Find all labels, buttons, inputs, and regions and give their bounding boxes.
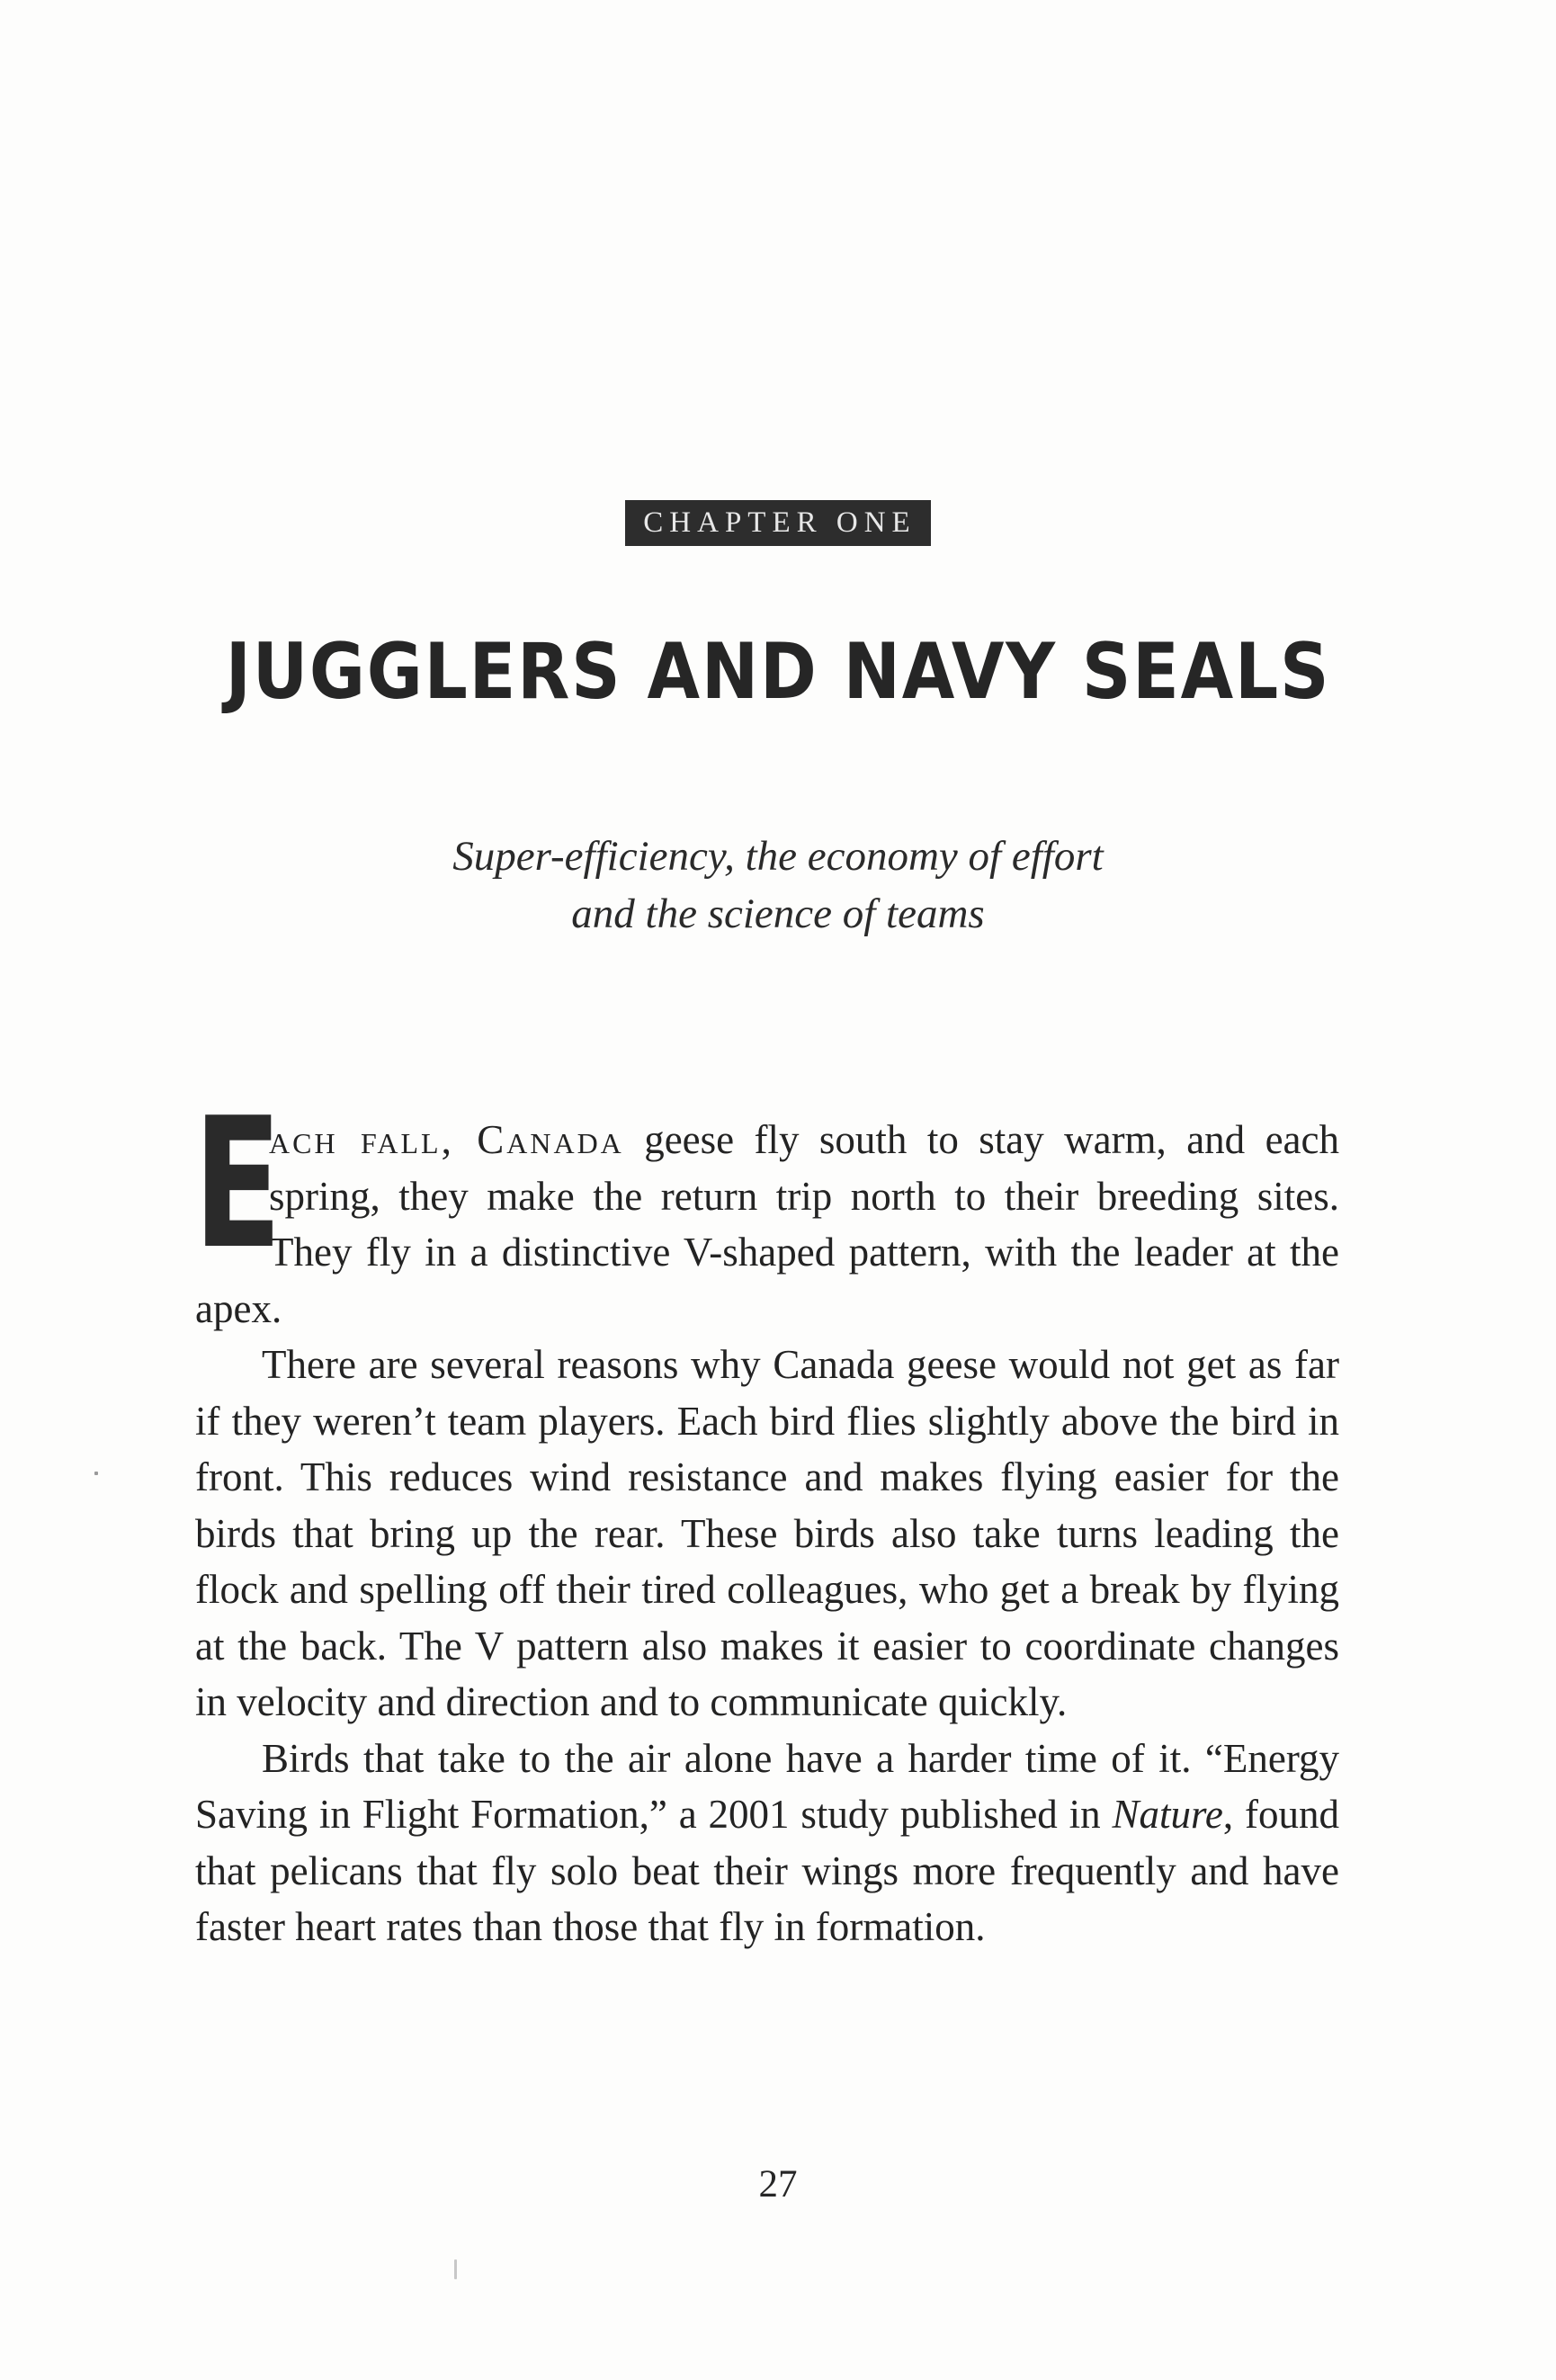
scan-speck — [454, 2259, 457, 2279]
paragraph-3-text-after: , found that pelicans that fly solo beat their wings more frequently and have faster heart rates than those that fly in formation. — [195, 1792, 1339, 1949]
paragraph-2: There are several reasons why Canada geese would not get as far if they weren’t team players. Each bird flies slightly above the bird in front. This reduces wind resistance and makes flying easier for the birds that bring up the rear. These birds also take turns leading the flock and spelling off their tired colleagues, who get a break by flying at the back. The V pattern also makes it easier to coordinate changes in velocity and direction and to communicate quickly. — [195, 1342, 1339, 1724]
paragraph-1 — [193, 1079, 1339, 1337]
chapter-title: JUGGLERS AND NAVY SEALS — [225, 627, 1331, 717]
drop-cap: E — [193, 1079, 282, 1289]
paragraph-3-text-before: Birds that take to the air alone have a harder time of it. “Energy Saving in Flight Formation,” a 2001 study published in — [195, 1735, 1339, 1837]
lead-in: ach fall, Canada — [269, 1117, 624, 1162]
paragraph-1-text: geese fly south to stay warm, and each spring, they make the return trip north to their breeding sites. They fly in a distinctive V-shaped pattern, with the leader at the apex. — [195, 1117, 1339, 1331]
page-number: 27 — [758, 2163, 798, 2206]
subtitle-line-1: Super-efficiency, the economy of effort — [452, 833, 1104, 880]
body-text — [193, 1079, 1339, 1955]
paragraph-3 — [195, 1731, 1339, 1955]
chapter-label-wrap — [0, 500, 1556, 546]
scan-speck — [94, 1472, 98, 1475]
chapter-label: CHAPTER ONE — [625, 500, 930, 546]
chapter-subtitle — [0, 828, 1556, 943]
journal-name: Nature — [1112, 1792, 1223, 1837]
subtitle-line-2: and the science of teams — [571, 890, 985, 937]
